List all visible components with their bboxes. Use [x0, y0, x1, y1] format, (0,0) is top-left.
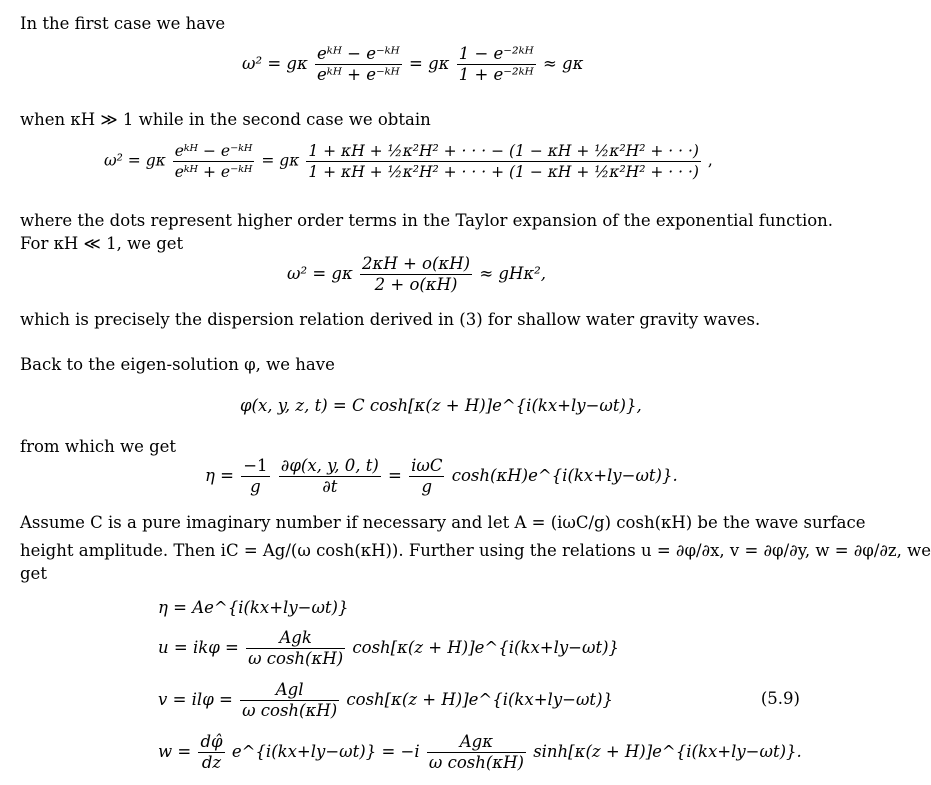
- text-line: Back to the eigen-solution φ, we have: [20, 355, 335, 374]
- numerator: dφ̂: [200, 732, 223, 751]
- text-line: get: [20, 564, 47, 583]
- denominator: g: [421, 477, 433, 496]
- denominator: eᵏᴴ + e⁻ᵏᴴ: [317, 65, 400, 84]
- denominator: ω cosh(κH): [248, 649, 344, 668]
- numerator: Agκ: [427, 732, 526, 753]
- fraction: [198, 732, 224, 773]
- text-line: height amplitude. Then iC = Ag/(ω cosh(κH)). Further using the relations u = ∂φ/∂x, v = ∂φ/∂y, w = ∂φ/∂z, we: [20, 541, 931, 560]
- eq-lhs: ω² = gκ: [287, 264, 353, 283]
- denominator: g: [250, 477, 261, 496]
- numerator: −1: [243, 456, 268, 475]
- denominator: ω cosh(κH): [428, 753, 524, 772]
- denominator: ∂t: [322, 477, 338, 496]
- denominator: dz: [201, 753, 222, 772]
- eq-mid: = gκ: [261, 151, 300, 170]
- system-line-u: [158, 628, 619, 669]
- fraction: [409, 456, 444, 497]
- system-line-w: [158, 732, 802, 773]
- text-line: when κH ≫ 1 while in the second case we obtain: [20, 110, 431, 129]
- numerator: eᵏᴴ − e⁻ᵏᴴ: [317, 44, 400, 63]
- text-line: Assume C is a pure imaginary number if necessary and let A = (iωC/g) cosh(κH) be the wave surface: [20, 513, 866, 532]
- fraction: [457, 44, 536, 85]
- equation-number: (5.9): [760, 689, 800, 708]
- denominator: ω cosh(κH): [242, 701, 338, 720]
- system-line-v: [158, 680, 613, 721]
- eq-lhs: u = ikφ =: [158, 638, 239, 657]
- eq-lhs: w =: [158, 742, 192, 761]
- fraction: [315, 44, 402, 85]
- eq-lhs: ω² = gκ: [242, 54, 308, 73]
- eq-rhs: ≈ gHκ²,: [479, 264, 547, 283]
- numerator: 2κH + o(κH): [362, 254, 471, 273]
- numerator: Agl: [240, 680, 339, 701]
- eq-mid: = gκ: [409, 54, 450, 73]
- text-line: from which we get: [20, 437, 177, 456]
- denominator: eᵏᴴ + e⁻ᵏᴴ: [174, 163, 253, 181]
- equation-eigen-solution: φ(x, y, z, t) = C cosh[κ(z + H)]e^{i(kx+ly−ωt)},: [240, 396, 642, 415]
- fraction: [241, 456, 269, 497]
- eq-lhs: η =: [205, 466, 234, 485]
- fraction: [306, 141, 701, 182]
- numerator: ∂φ(x, y, 0, t): [280, 456, 379, 475]
- text-line: In the first case we have: [20, 14, 226, 33]
- denominator: 2 + o(κH): [374, 275, 458, 294]
- fraction: [240, 680, 339, 721]
- eq-lhs: ω² = gκ: [104, 151, 166, 170]
- fraction: [173, 141, 255, 182]
- equation-second-case: [104, 141, 713, 182]
- numerator: Agk: [246, 628, 345, 649]
- fraction: [360, 254, 472, 295]
- text-line: where the dots represent higher order terms in the Taylor expansion of the exponential function.: [20, 211, 834, 230]
- text-line: which is precisely the dispersion relation derived in (3) for shallow water gravity waves.: [20, 310, 761, 329]
- denominator: 1 + e⁻²ᵏᴴ: [458, 65, 534, 84]
- equation-surface-elevation: [205, 456, 678, 497]
- eq-mid: e^{i(kx+ly−ωt)} = −i: [231, 742, 420, 761]
- eq-rhs: cosh[κ(z + H)]e^{i(kx+ly−ωt)}: [346, 690, 614, 709]
- eq-rhs: sinh[κ(z + H)]e^{i(kx+ly−ωt)}.: [533, 742, 802, 761]
- fraction: [427, 732, 526, 773]
- numerator: iωC: [411, 456, 443, 475]
- eq-tail: ,: [707, 151, 713, 170]
- numerator: 1 + κH + ½κ²H² + · · · − (1 − κH + ½κ²H² + · · ·): [308, 142, 699, 160]
- denominator: 1 + κH + ½κ²H² + · · · + (1 − κH + ½κ²H² + · · ·): [308, 163, 699, 181]
- fraction: [279, 456, 381, 497]
- numerator: eᵏᴴ − e⁻ᵏᴴ: [174, 142, 253, 160]
- eq-rhs: cosh[κ(z + H)]e^{i(kx+ly−ωt)}: [352, 638, 620, 657]
- eq-lhs: v = ilφ =: [158, 690, 233, 709]
- equation-shallow-water: [287, 254, 546, 295]
- equation-first-case: [242, 44, 583, 85]
- eq-rhs: cosh(κH)e^{i(kx+ly−ωt)}.: [451, 466, 678, 485]
- fraction: [246, 628, 345, 669]
- text-line: For κH ≪ 1, we get: [20, 234, 184, 253]
- system-line-eta: η = Ae^{i(kx+ly−ωt)}: [158, 598, 349, 617]
- numerator: 1 − e⁻²ᵏᴴ: [458, 44, 534, 63]
- eq-mid: =: [388, 466, 402, 485]
- eq-rhs: ≈ gκ: [542, 54, 584, 73]
